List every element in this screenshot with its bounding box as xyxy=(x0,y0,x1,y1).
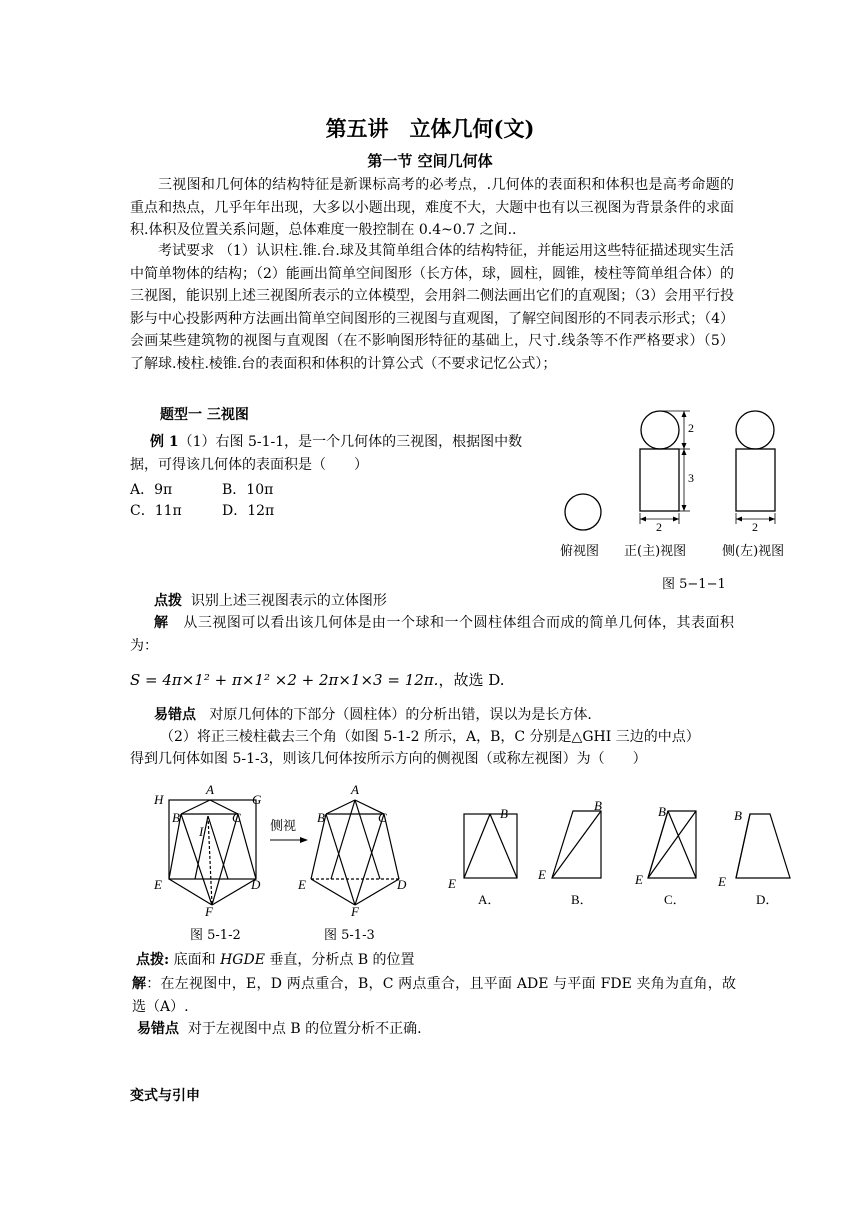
formula-tail: ，故选 D. xyxy=(438,671,505,689)
intro-paragraph: 三视图和几何体的结构特征是新课标高考的必考点，.几何体的表面积和体积也是高考命题的重点和热点，几乎年年出现，大多以小题出现，难度不大，大题中也有以三视图为背景条件的求面积.体积及位置关系问题，总体难度一般控制在 0.4~0.7 之间.. xyxy=(130,177,734,238)
formula-line xyxy=(130,670,504,690)
side-view-cylinder xyxy=(736,449,775,511)
hint1: 点拨 识别上述三视图表示的立体图形 xyxy=(154,593,387,609)
example2-line1: （2）将正三棱柱截去三个角（如图 5-1-2 所示，A，B，C 分别是△GHI 三边的中点） xyxy=(160,729,700,745)
option-d: D．12π xyxy=(222,503,275,519)
svg-text:E: E xyxy=(718,874,726,889)
svg-text:H: H xyxy=(154,792,164,807)
top-view-label: 俯视图 xyxy=(560,544,600,559)
dim-front-width: 2 xyxy=(656,520,662,534)
figure-5-1-2-caption: 图 5-1-2 xyxy=(190,928,241,943)
choice-d-label: D． xyxy=(756,892,779,907)
svg-text:D: D xyxy=(251,877,261,892)
example2-line2: 得到几何体如图 5-1-3，则该几何体按所示方向的侧视图（或称左视图）为（ ） xyxy=(130,751,647,767)
dim-sphere-height: 2 xyxy=(688,421,694,435)
svg-text:E: E xyxy=(448,876,456,891)
page-title: 第五讲 立体几何(文) xyxy=(325,116,535,141)
dim-side-width: 2 xyxy=(752,520,758,534)
prism-figures xyxy=(148,778,808,938)
svg-text:I: I xyxy=(199,824,204,839)
surface-area-formula: S = 4π×1² + π×1² ×2 + 2π×1×3 = 12π. xyxy=(130,671,439,689)
svg-text:F: F xyxy=(351,904,359,919)
front-view-sphere xyxy=(641,411,679,449)
choice-a-figure xyxy=(464,814,517,878)
choice-c-figure xyxy=(648,811,696,878)
svg-text:A: A xyxy=(351,782,359,797)
three-view-figure xyxy=(550,400,810,550)
choice-d-figure xyxy=(736,814,790,878)
front-view-cylinder xyxy=(640,449,679,511)
solution2: 解：在左视图中，E，D 两点重合，B，C 两点重合，且平面 ADE 与平面 FDE 夹角为直角，故选（A）. xyxy=(132,976,737,1015)
svg-text:E: E xyxy=(635,872,643,887)
choice-b-figure xyxy=(552,811,601,878)
pitfall1: 易错点 对原几何体的下部分（圆柱体）的分析出错，误以为是长方体. xyxy=(154,707,592,723)
svg-text:E: E xyxy=(298,877,306,892)
svg-text:C: C xyxy=(232,810,241,825)
svg-text:B: B xyxy=(172,810,180,825)
figure-5-1-1-caption: 图 5−1−1 xyxy=(662,577,726,592)
svg-text:B: B xyxy=(500,806,508,821)
top-view-circle xyxy=(565,494,601,530)
option-b: B．10π xyxy=(222,482,274,498)
svg-text:B: B xyxy=(317,810,325,825)
svg-text:A: A xyxy=(206,782,214,797)
hint2: 点拨: 底面和 HGDE 垂直，分析点 B 的位置 xyxy=(136,952,415,968)
svg-text:B: B xyxy=(594,798,602,813)
svg-text:E: E xyxy=(154,877,162,892)
section-heading: 题型一 三视图 xyxy=(160,407,249,423)
solution1: 解 从三视图可以看出该几何体是由一个球和一个圆柱体组合而成的简单几何体，其表面积为： xyxy=(130,615,735,654)
example1-line1 xyxy=(150,432,522,452)
example1-label: 例 1 xyxy=(150,434,179,450)
side-view-sphere xyxy=(736,411,774,449)
dim-cylinder-height: 3 xyxy=(688,471,694,485)
option-c: C．11π xyxy=(130,503,182,519)
svg-text:G: G xyxy=(252,792,262,807)
option-a: A．9π xyxy=(130,482,173,498)
section-subtitle: 第一节 空间几何体 xyxy=(367,152,493,170)
svg-text:F: F xyxy=(205,904,213,919)
variants-heading: 变式与引申 xyxy=(130,1088,200,1104)
fig-5-1-3-labels xyxy=(297,782,407,919)
pitfall2: 易错点 对于左视图中点 B 的位置分析不正确. xyxy=(137,1021,422,1037)
figure-5-1-2 xyxy=(169,800,256,905)
svg-text:B: B xyxy=(734,808,742,823)
svg-text:C: C xyxy=(378,810,387,825)
example1-text: （1）右图 5-1-1，是一个几何体的三视图，根据图中数 xyxy=(178,434,523,450)
choice-a-label: A． xyxy=(478,892,501,907)
choice-c-label: C． xyxy=(664,892,686,907)
side-view-label: 侧(左)视图 xyxy=(722,544,785,559)
example1-line2: 据，可得该几何体的表面积是（ ） xyxy=(130,457,368,473)
side-view-arrow-label: 侧视 xyxy=(270,818,297,833)
requirements-paragraph: 考试要求 （1）认识柱.锥.台.球及其简单组合体的结构特征，并能运用这些特征描述现实生活中简单物体的结构；（2）能画出简单空间图形（长方体，球，圆柱，圆锥，棱柱等简单组合体）的三视图，能识别上述三视图所表示的立体模型，会用斜二侧法画出它们的直观图；（3）会用平行投影与中心投影两种方法画出简单空间图形的三视图与直观图，了解空间图形的不同表示形式；（4）会画某些建筑物的视图与直观图（在不影响图形特征的基础上，尺寸.线条等不作严格要求）（5）了解球.棱柱.棱锥.台的表面积和体积的计算公式（不要求记忆公式）； xyxy=(130,243,734,372)
choice-labels xyxy=(447,798,742,891)
svg-text:B: B xyxy=(658,804,666,819)
svg-text:E: E xyxy=(538,867,546,882)
choice-letters xyxy=(478,892,778,907)
svg-text:D: D xyxy=(397,877,407,892)
choice-b-label: B． xyxy=(571,892,593,907)
front-view-label: 正(主)视图 xyxy=(624,544,687,559)
figure-5-1-3-caption: 图 5-1-3 xyxy=(324,928,375,943)
